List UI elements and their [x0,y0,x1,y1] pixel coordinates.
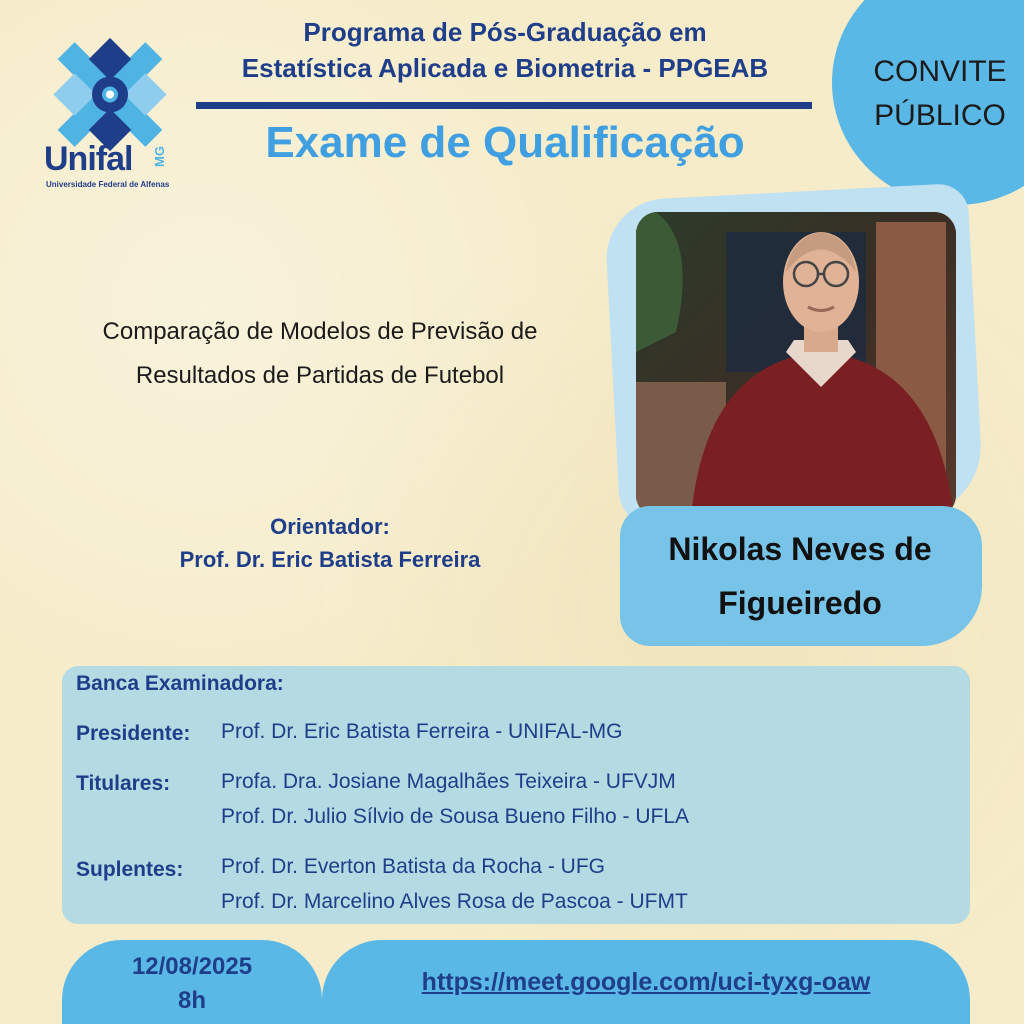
candidate-name-line-2: Figueiredo [718,585,882,621]
advisor-block [110,510,550,576]
titulares-label: Titulares: [76,772,171,795]
exam-title: Exame de Qualificação [265,118,745,167]
candidate-name [630,522,970,630]
suplente-2: Prof. Dr. Marcelino Alves Rosa de Pascoa - UFMT [221,890,688,913]
logo-subtitle: Universidade Federal de Alfenas [46,180,170,189]
program-line-2: Estatística Aplicada e Biometria - PPGEAB [241,53,769,83]
presidente-label: Presidente: [76,722,191,745]
candidate-portrait-icon [636,212,956,517]
thesis-line-1: Comparação de Modelos de Previsão de [102,318,538,345]
advisor-label: Orientador: [270,514,390,539]
logo-wordmark: Unifal [44,140,133,178]
banca-heading: Banca Examinadora: [76,672,284,695]
thesis-title [40,310,600,398]
titular-2: Prof. Dr. Julio Sílvio de Sousa Bueno Filho - UFLA [221,805,690,828]
meeting-link[interactable]: https://meet.google.com/uci-tyxg-oaw [421,968,871,996]
suplente-1: Prof. Dr. Everton Batista da Rocha - UFG [221,855,605,878]
convite-line-1: CONVITE [873,55,1007,88]
logo-mg: MG [152,146,167,167]
advisor-name: Prof. Dr. Eric Batista Ferreira [179,547,481,572]
event-time: 8h [177,987,206,1014]
convite-badge [850,50,1024,138]
program-line-1: Programa de Pós-Graduação em [303,17,707,47]
candidate-photo [636,212,956,517]
event-date: 12/08/2025 [131,953,253,980]
candidate-name-line-1: Nikolas Neves de [668,531,932,567]
convite-line-2: PÚBLICO [874,99,1006,132]
presidente-name: Prof. Dr. Eric Batista Ferreira - UNIFAL-MG [221,720,623,743]
header-divider [196,102,812,109]
thesis-line-2: Resultados de Partidas de Futebol [135,362,505,389]
program-title [190,14,820,86]
titular-1: Profa. Dra. Josiane Magalhães Teixeira - UFVJM [221,770,676,793]
event-datetime [62,950,322,1018]
suplentes-label: Suplentes: [76,858,184,881]
